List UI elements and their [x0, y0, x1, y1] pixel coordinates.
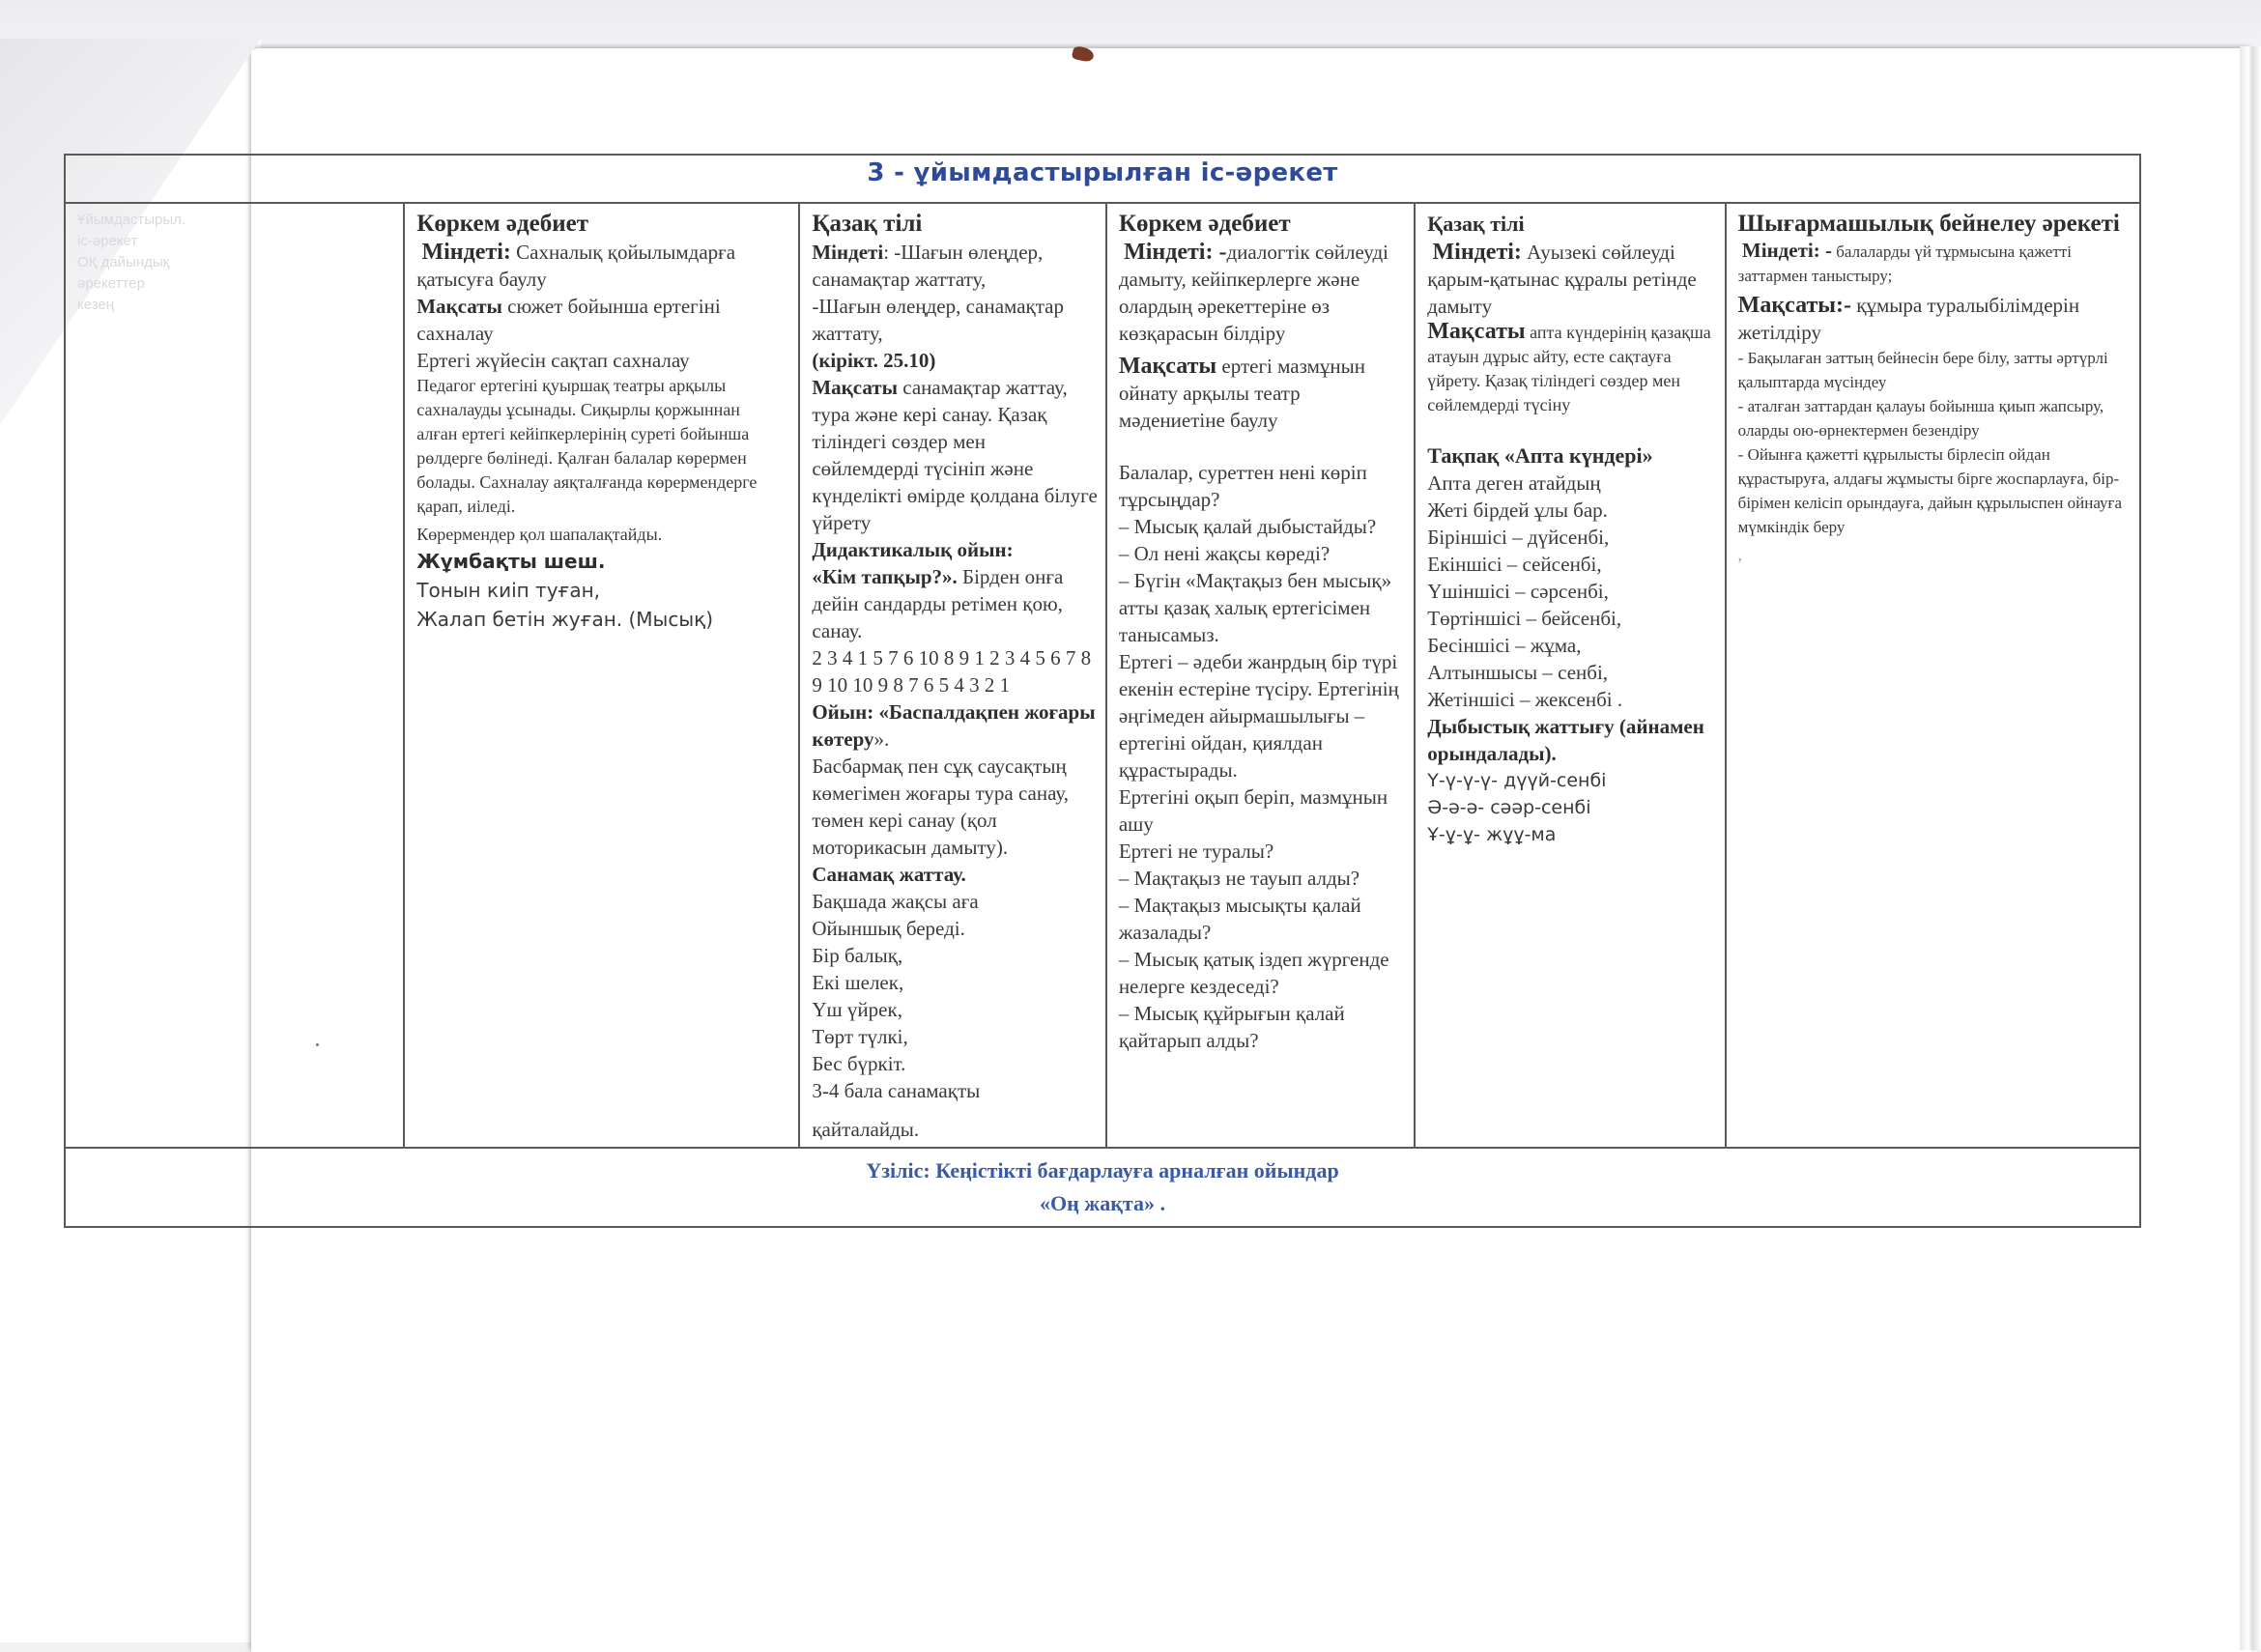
poem-line: Үшіншісі – сәрсенбі, [1427, 580, 1609, 603]
poem-line: Төртіншісі – бейсенбі, [1427, 607, 1622, 630]
ghost-line: іс-әрекет [77, 233, 138, 249]
paragraph: алған ертегі кейіпкерлерінің суреті бойынша рөлдерге бөлінеді. Қалған балалар көрермен [416, 424, 750, 468]
dialogue-line: Балалар, суреттен нені көріп тұрсыңдар? [1118, 461, 1367, 511]
goal-text [416, 293, 790, 347]
page-stack-edge [2240, 46, 2261, 1650]
poem-line: Апта деген атайдың [1427, 471, 1601, 495]
game-text [812, 563, 1097, 644]
game-text [812, 698, 1097, 753]
goal-label: Мақсаты [1118, 354, 1217, 379]
poem-heading: Тақпақ «Апта күндері» [1427, 443, 1653, 468]
subject-heading: Қазақ тілі [812, 211, 923, 237]
paragraph: - Бақылаған заттың бейнесін бере білу, затты әртүрлі қалыптарда мүсіндеу [1737, 349, 2108, 391]
rhyme-line: Ойыншық береді. [812, 917, 965, 940]
task-text [1427, 239, 1716, 320]
goal-label: Мақсаты [812, 376, 899, 399]
goal-text [812, 374, 1097, 536]
dialogue-line: – Ол нені жақсы көреді? [1118, 542, 1331, 565]
riddle-line: Жалап бетін жуған. (Мысық) [416, 608, 714, 631]
rhyme-line: Екі шелек, [812, 971, 904, 994]
goal-label: Мақсаты [416, 295, 502, 318]
dialogue-line: Ертегі не туралы? [1118, 840, 1274, 863]
break-section [65, 1148, 2140, 1227]
stray-mark: , [1737, 546, 1742, 564]
rhyme-line: Бес бүркіт. [812, 1052, 906, 1075]
task-text [1119, 239, 1406, 347]
ghost-line: әрекеттер [77, 275, 145, 292]
sound-line: Ұ-ұ-ұ- жұұ-ма [1427, 824, 1557, 845]
rhyme-line: қайталайды. [812, 1118, 920, 1141]
game-description: Бірден онға дейін сандарды ретімен қою, санау. [812, 565, 1064, 642]
task-value: балаларды үй тұрмысына қажетті заттармен таныстыру; [1737, 242, 2072, 285]
poem-line: Біріншісі – дүйсенбі, [1427, 526, 1610, 549]
subject-heading: Көркем әдебиет [416, 211, 589, 237]
poem-line: Бесіншісі – жұма, [1427, 634, 1582, 657]
footer-row [65, 1148, 2140, 1227]
game-title: Ойын: «Баспалдақпен жоғары көтеру [812, 700, 1096, 751]
task-label: Міндеті [812, 241, 884, 264]
task-value: Ауызекі сөйлеуді қарым-қатынас құралы ретінде дамыту [1427, 241, 1697, 318]
column-literature-2 [1106, 203, 1415, 1148]
paragraph: - Ойынға қажетті құрылысты бірлесіп ойдан құрастыруға, алдағы жұмысты бірге жоспарлауға, бір-бірімен келісіп орындауға, дайын құрылыспен ойнауға мүмкіндік беру [1737, 445, 2123, 536]
goal-label: Мақсаты [1427, 319, 1526, 344]
task-text [416, 239, 790, 293]
paragraph: -Шағын өлеңдер, санамақтар жаттату, [812, 295, 1064, 345]
paragraph: болады. Сахналау аяқталғанда көрермендерге қарап, иіледі. [416, 472, 758, 516]
subject-heading: Қазақ тілі [1427, 212, 1525, 236]
column-creative-arts [1726, 203, 2140, 1148]
poem-line: Екіншісі – сейсенбі, [1427, 553, 1602, 576]
dialogue-line: Ертегіні оқып беріп, мазмұнын ашу [1118, 785, 1388, 836]
rhyme-line: Төрт түлкі, [812, 1025, 908, 1048]
poem-line: Жетіншісі – жексенбі . [1427, 688, 1623, 711]
task-label: Міндеті: - [1741, 239, 1833, 262]
spacer [1427, 417, 1716, 442]
riddle-line: Тонын киіп туған, [416, 579, 601, 602]
exercise-heading: Дыбыстық жаттығу (айнамен орындалады). [1427, 715, 1704, 765]
dialogue-line: – Мысық қалай дыбыстайды? [1118, 515, 1377, 538]
task-label: Міндеті: [1432, 240, 1522, 265]
dialogue-line: Ертегі – әдеби жанрдың бір түрі екенін естеріне түсіру. Ертегінің әңгімеден айырмашылығы – ертегіні ойдан, қиялдан құрастырады. [1118, 650, 1399, 782]
goal-text [1119, 353, 1406, 434]
dialogue-line: – Мақтақыз мысықты қалай жазалады? [1118, 894, 1361, 944]
ghost-line: ОҚ дайындық [77, 254, 170, 271]
game-heading: Дидактикалық ойын: [812, 538, 1014, 561]
column-literature-1 [404, 203, 799, 1148]
sound-line: Ү-ү-ү-ү- дүүй-сенбі [1427, 770, 1607, 791]
task-label: Міндеті: - [1124, 240, 1227, 265]
left-faded-column [65, 203, 404, 1148]
task-text [1738, 239, 2132, 288]
sound-line: Ә-ә-ә- сәәр-сенбі [1427, 797, 1591, 818]
title-row [65, 155, 2140, 203]
task-value: диалогтік сөйлеуді дамыту, кейіпкерлерге және олардың әрекеттеріне өз көзқарасын білдіру [1118, 241, 1388, 345]
subject-heading: Көркем әдебиет [1118, 211, 1291, 237]
rhyme-line: Үш үйрек, [812, 998, 902, 1021]
paragraph: Ертегі жүйесін сақтап сахналау [416, 349, 690, 372]
ghost-line: кезең [77, 297, 115, 313]
paragraph: Көрермендер қол шапалақтайды. [416, 525, 663, 544]
task-label: Міндеті: [421, 240, 511, 265]
subject-heading: Шығармашылық бейнелеу әрекеті [1737, 211, 2120, 237]
goal-value: апта күндерінің қазақша атауын дұрыс айту, есте сақтауға үйрету. Қазақ тіліндегі сөздер мен сөйлемдерді түсіну [1427, 323, 1711, 414]
game-title: «Кім тапқыр?». [812, 565, 958, 588]
rhyme-line: 3-4 бала санамақты [812, 1079, 981, 1102]
ghost-line: Ұйымдастырыл. [77, 212, 186, 228]
goal-value: ертегі мазмұнын ойнату арқылы театр мәдениетіне баулу [1118, 355, 1365, 432]
column-kazakh-2 [1415, 203, 1725, 1148]
poem-line: Алтыншысы – сенбі, [1427, 661, 1609, 684]
rhyme-heading: Санамақ жаттау. [812, 863, 966, 886]
paragraph: Басбармақ пен сұқ саусақтың көмегімен жоғары тура санау, төмен кері санау (қол моторикасын дамыту). [812, 755, 1069, 859]
number-sequence: 2 3 4 1 5 7 6 10 8 9 1 2 3 4 5 6 7 8 9 10 10 9 8 7 6 5 4 3 2 1 [812, 646, 1092, 697]
dialogue-line: – Мысық қатық іздеп жүргенде нелерге кездеседі? [1118, 948, 1389, 998]
content-row [65, 203, 2140, 1148]
riddle-heading: Жұмбақты шеш. [416, 550, 606, 573]
goal-value: санамақтар жаттау, тура және кері санау. Қазақ тіліндегі сөздер мен сөйлемдерді түсініп және күнделікті өмірде қолдана білуге үйрету [812, 376, 1098, 534]
rhyme-line: Бір балық, [812, 944, 903, 967]
task-value: : -Шағын өлеңдер, санамақтар жаттату, [812, 241, 1044, 291]
goal-text [1738, 292, 2132, 346]
goal-text [1427, 320, 1716, 417]
break-title: Үзіліс: Кеңістікті бағдарлауға арналған ойындар [866, 1158, 1339, 1182]
paragraph: Педагог ертегіні қуыршақ театры арқылы сахналауды ұсынады. Сиқырлы қоржыннан [416, 376, 740, 419]
task-value: Сахналық қойылымдарға қатысуға баулу [416, 241, 736, 291]
spacer [1119, 434, 1406, 459]
paragraph: - аталған заттардан қалауы бойынша қиып жапсыру, оларды ою-өрнектермен безендіру [1737, 397, 2104, 440]
break-game: «Оң жақта» . [1040, 1191, 1165, 1215]
dialogue-line: – Бүгін «Мақтақыз бен мысық» атты қазақ халық ертегісімен танысамыз. [1118, 569, 1392, 646]
rhyme-line: Бақшада жақсы аға [812, 890, 979, 913]
game-title-end: ». [873, 727, 890, 751]
dialogue-line: – Мақтақыз не тауып алды? [1118, 867, 1360, 890]
goal-value: құмыра туралыбілімдерін жетілдіру [1737, 294, 2080, 344]
integration-note: (кірікт. 25.10) [812, 349, 936, 372]
poem-line: Жеті бірдей ұлы бар. [1427, 498, 1608, 522]
goal-value: сюжет бойынша ертегіні сахналау [416, 295, 721, 345]
dialogue-line: – Мысық құйрығын қалай қайтарып алды? [1118, 1002, 1345, 1052]
goal-label: Мақсаты:- [1737, 293, 1851, 318]
task-text [812, 239, 1097, 293]
column-kazakh-1 [799, 203, 1105, 1148]
section-title: 3 - ұйымдастырылған іс-әрекет [65, 155, 2140, 203]
lesson-plan-table [64, 154, 2141, 1228]
